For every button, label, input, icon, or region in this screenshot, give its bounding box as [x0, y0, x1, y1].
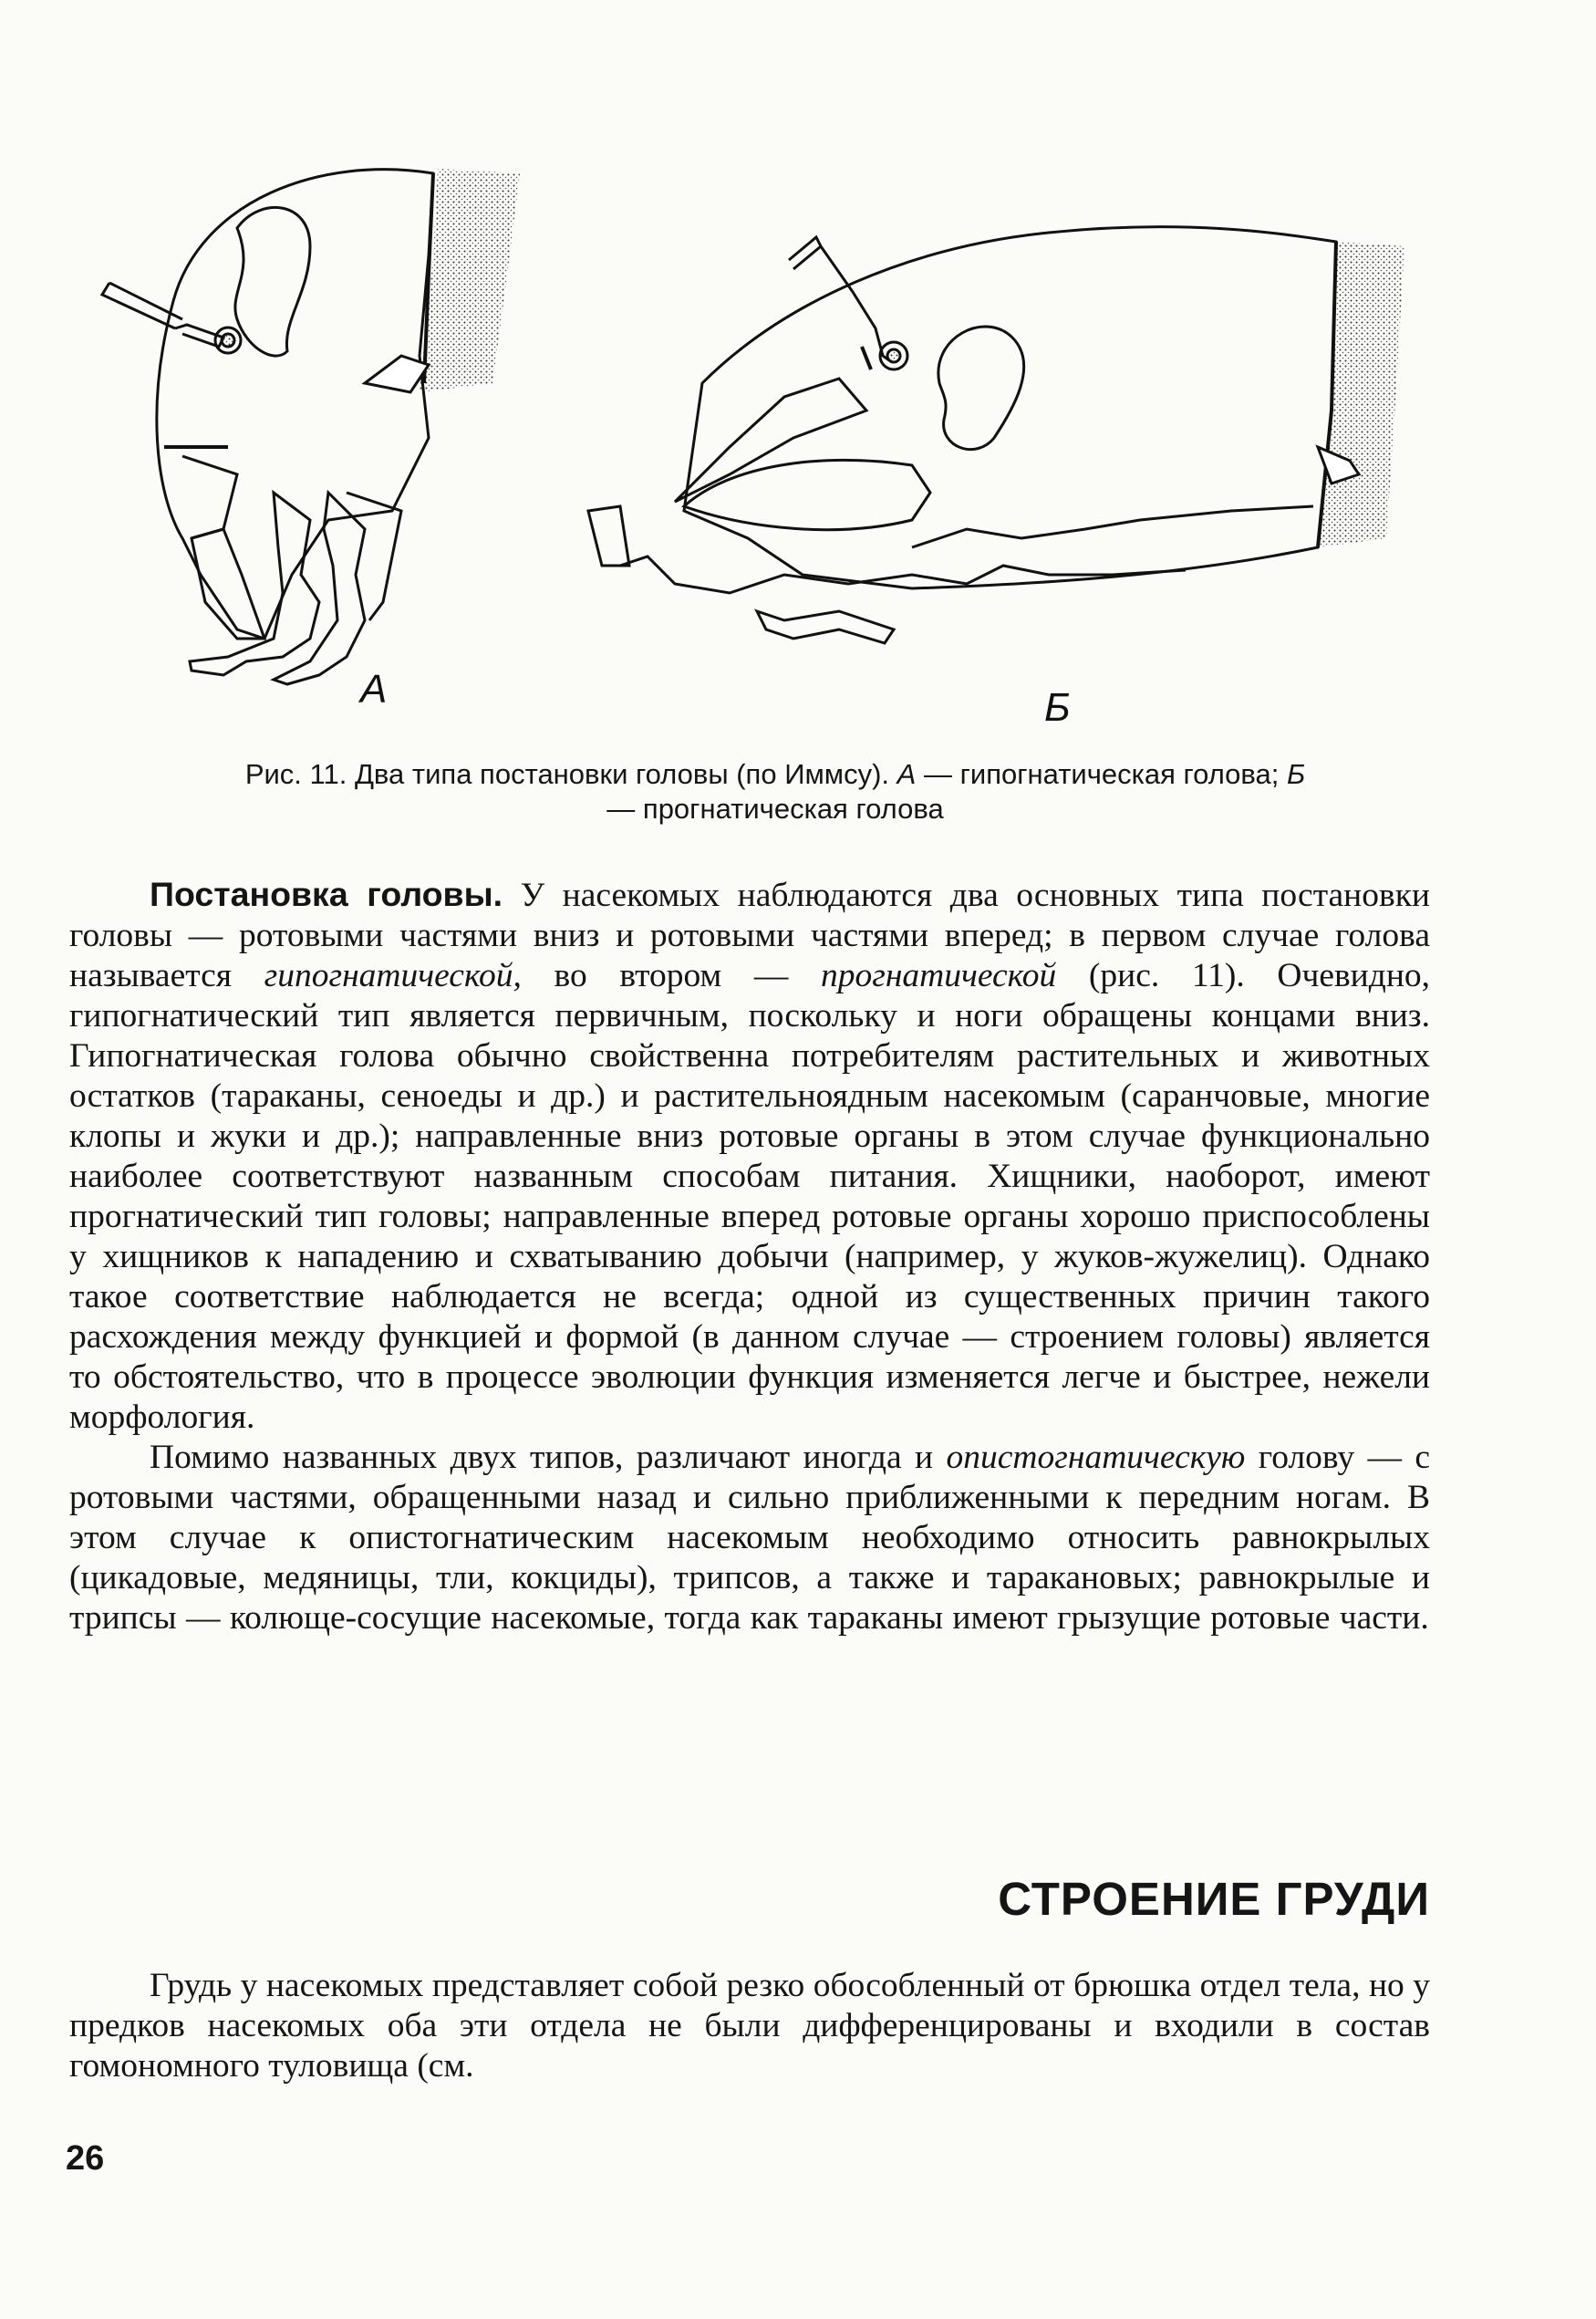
head-position-section [69, 874, 1430, 1638]
prognathous-head-drawing [588, 227, 1404, 730]
neck-membrane-a [420, 169, 520, 392]
p2-part2: голову — с ротовыми частями, обращенными назад и сильно приближенными к передним ногам. В этом случае к опистогнатическим насекомым необходимо относить равнокрылых (цикадовые, медяницы, тли, кокциды), трипсов, а также и таракановых; равнокрылые и трипсы — колюще-сосущие насекомые, тогда как тараканы имеют грызущие ротовые части. [69, 1439, 1430, 1637]
mandible-a [192, 529, 264, 639]
eye-b [938, 327, 1024, 450]
antenna-b [789, 237, 889, 360]
head-capsule-b [684, 227, 1336, 588]
caption-lead: Рис. 11. Два типа постановки головы (по Иммсу). [244, 758, 890, 790]
thorax-paragraph-1: Грудь у насекомых представляет собой резко обособленный от брюшка отдел тела, но у предков насекомых оба эти отдела не были дифференцированы и входили в состав гомономного туловища (см. [69, 1967, 1430, 2085]
maxilla-a [190, 493, 319, 675]
caption-a-letter: А [896, 758, 917, 790]
caption-b-letter: Б [1286, 758, 1306, 790]
eye-a [235, 207, 310, 356]
figure-caption [82, 757, 1468, 827]
figure-label-a: А [360, 667, 388, 712]
page-number: 26 [66, 2139, 105, 2178]
labial-palp-b [757, 611, 894, 643]
mandible-b [675, 379, 866, 502]
caption-b-text: — прогнатическая голова [606, 793, 944, 825]
p1-part3: (рис. 11). Очевидно, гипогнатический тип является первичным, поскольку и ноги обращены концами вниз. Гипогнатическая голова обычно свойственна потребителям растительных и животных остатков (тараканы, сеноеды и др.) и растительноядным насекомым (саранчовые, многие клопы и жуки и др.); направленные вниз ротовые органы в этом случае функционально наиболее соответствуют названным способам питания. Хищники, наоборот, имеют прогнатический тип головы; направленные вперед ротовые органы хорошо приспособлены у хищников к нападению и схватыванию добычи (например, у жуков-жужелиц). Однако такое соответствие наблюдается не всегда; одной из существенных причин такого расхождения между функцией и формой (в данном случае — строением головы) является то обстоятельство, что в процессе эволюции функция изменяется легче и быстрее, нежели морфология. [69, 957, 1431, 1436]
labrum-b [684, 460, 930, 529]
paragraph-2 [69, 1438, 1430, 1638]
head-illustrations [91, 146, 1441, 730]
antenna-a [102, 283, 223, 347]
section-heading-thorax: СТРОЕНИЕ ГРУДИ [998, 1873, 1430, 1925]
figure-head-types [91, 146, 1441, 730]
figure-label-b: Б [1044, 685, 1071, 730]
term-opisthognathous: опистогнатическую [946, 1439, 1246, 1476]
thorax-section [69, 1966, 1430, 2086]
caption-a-text: — гипогнатическая голова; [923, 758, 1280, 790]
term-hypognathous: гипогнатической, [264, 957, 522, 994]
p1-part2: во втором — [554, 957, 789, 994]
p1-part1: У насекомых наблюдаются два основных типа постановки головы — ротовыми частями вниз и ротовыми частями вперед; в первом случае голова называется [69, 877, 1430, 994]
hypognathous-head-drawing [102, 169, 520, 712]
term-prognathous: прогнатической [820, 957, 1057, 994]
paragraph-1 [69, 874, 1430, 1438]
p2-part1: Помимо названных двух типов, различают иногда и [150, 1439, 934, 1476]
clypeus-a [182, 456, 237, 538]
run-in-heading: Постановка головы. [150, 875, 503, 913]
